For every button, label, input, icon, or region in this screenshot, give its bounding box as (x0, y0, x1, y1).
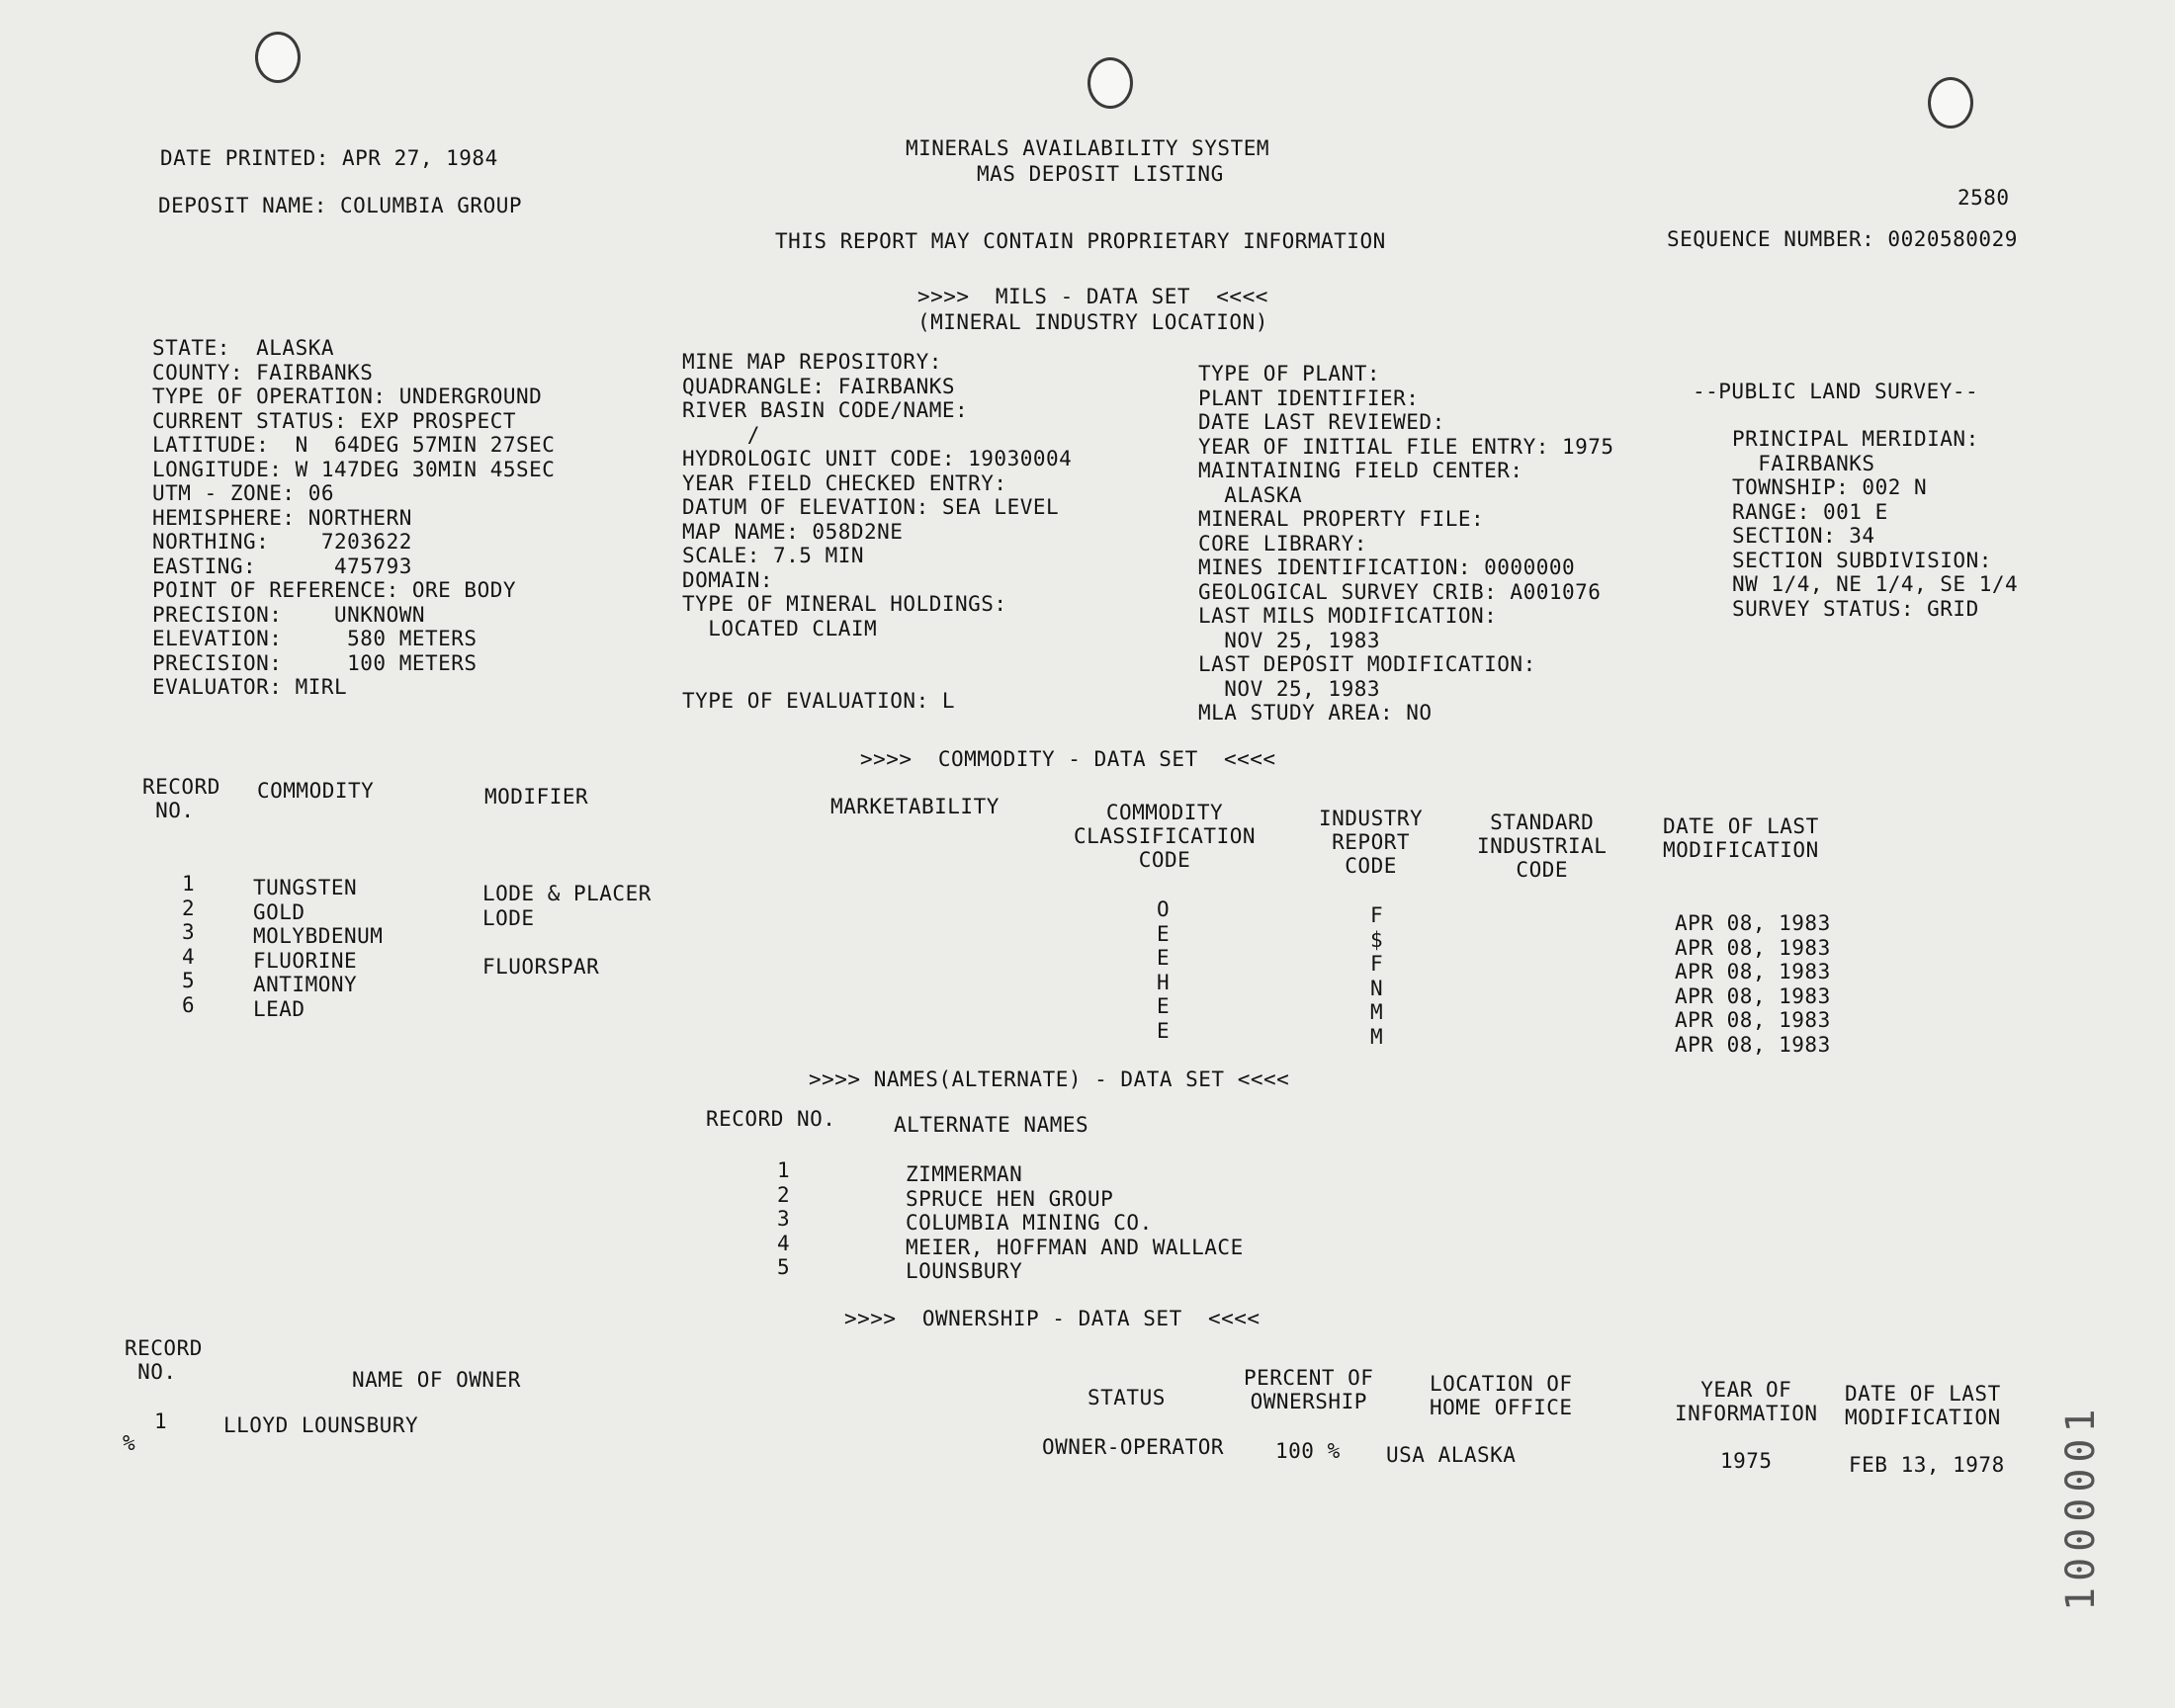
mils-col2-row: HYDROLOGIC UNIT CODE: 19030004 (682, 447, 1073, 470)
owner-date: FEB 13, 1978 (1849, 1453, 2005, 1477)
commodity-names (253, 876, 383, 1021)
mils-col2-row: / (682, 422, 760, 447)
comm-mod-row: LODE & PLACER (482, 882, 652, 905)
page-code: 2580 (1958, 186, 2010, 210)
names-list-row: SPRUCE HEN GROUP (906, 1186, 1114, 1211)
comm-no-row: 5 (182, 969, 196, 992)
comm-mod-row (482, 1003, 652, 1028)
commodity-header-industry: INDUSTRY REPORT CODE (1319, 807, 1424, 878)
names-no-row: 1 (777, 1158, 791, 1182)
proprietary-notice: THIS REPORT MAY CONTAIN PROPRIETARY INFORMATION (775, 229, 1386, 253)
listing-title: MAS DEPOSIT LISTING (977, 162, 1224, 186)
comm-mod-row: FLUORSPAR (482, 954, 600, 979)
mils-col3-row: NOV 25, 1983 (1198, 628, 1381, 652)
punch-hole-center (1088, 57, 1133, 109)
ownership-header-percent: PERCENT OF OWNERSHIP (1244, 1366, 1374, 1413)
mils-col3-row: CORE LIBRARY: (1198, 531, 1367, 555)
public-land-survey-column (1732, 427, 2018, 621)
mils-col2-row: QUADRANGLE: FAIRBANKS (682, 374, 956, 398)
mils-col1-row: LONGITUDE: W 147DEG 30MIN 45SEC (152, 457, 556, 481)
comm-date-row: APR 08, 1983 (1675, 935, 1831, 960)
alternate-names-list (906, 1162, 1244, 1284)
mils-col3-row: TYPE OF PLANT: (1198, 362, 1381, 385)
comm-mod-row (482, 979, 652, 1003)
names-list-row: LOUNSBURY (906, 1259, 1023, 1283)
mils-col4-row: FAIRBANKS (1732, 451, 1875, 475)
mils-col1-row: TYPE OF OPERATION: UNDERGROUND (152, 384, 543, 408)
commodity-header-record: RECORD NO. (142, 775, 220, 822)
mils-col2-row (682, 640, 1072, 665)
mils-col2-row: LOCATED CLAIM (682, 616, 878, 640)
names-no-row: 2 (777, 1182, 791, 1207)
comm-ind-row: M (1370, 1024, 1384, 1049)
comm-mod-row: LODE (482, 905, 535, 930)
mils-col4-row: SURVEY STATUS: GRID (1732, 596, 1979, 621)
mils-col2-row: MINE MAP REPOSITORY: (682, 350, 942, 374)
deposit-name: DEPOSIT NAME: COLUMBIA GROUP (158, 194, 523, 217)
names-no-row: 4 (777, 1231, 791, 1255)
mils-col3-row: LAST MILS MODIFICATION: (1198, 604, 1498, 628)
names-list-row: MEIER, HOFFMAN AND WALLACE (906, 1235, 1244, 1259)
mils-col1-row: ELEVATION: 580 METERS (152, 627, 478, 650)
owner-status: OWNER-OPERATOR (1042, 1435, 1225, 1459)
ownership-header-location: LOCATION OF HOME OFFICE (1430, 1372, 1573, 1419)
comm-no-row: 6 (182, 992, 196, 1017)
commodity-industry-codes (1370, 903, 1383, 1049)
comm-ind-row: F (1370, 952, 1384, 976)
mils-col1-row: CURRENT STATUS: EXP PROSPECT (152, 408, 517, 433)
comm-date-row: APR 08, 1983 (1675, 1008, 1831, 1032)
date-printed: DATE PRINTED: APR 27, 1984 (160, 146, 498, 170)
comm-no-row: 4 (182, 944, 196, 969)
commodity-header-sic: STANDARD INDUSTRIAL CODE (1477, 811, 1608, 882)
comm-name-row: LEAD (253, 996, 305, 1021)
owner-percent: 100 % (1275, 1439, 1341, 1463)
commodity-header-date: DATE OF LAST MODIFICATION (1663, 814, 1819, 862)
comm-class-row: E (1157, 946, 1171, 970)
mils-col3-row: MINES IDENTIFICATION: 0000000 (1198, 555, 1576, 579)
alternate-name-record-numbers (777, 1158, 790, 1280)
commodity-classification-codes (1157, 897, 1170, 1043)
mils-col3-row: DATE LAST REVIEWED: (1198, 410, 1445, 434)
names-no-row: 3 (777, 1207, 791, 1231)
mils-col4-row: SECTION: 34 (1732, 524, 1875, 548)
comm-ind-row: N (1370, 976, 1384, 1000)
commodity-header-classification: COMMODITY CLASSIFICATION CODE (1074, 801, 1257, 872)
comm-mod-row (482, 930, 652, 955)
mils-map-column (682, 350, 1072, 714)
owner-location: USA ALASKA (1386, 1443, 1517, 1467)
mils-col2-row: TYPE OF MINERAL HOLDINGS: (682, 592, 1007, 616)
names-header-record: RECORD NO. (706, 1107, 836, 1131)
commodity-header-commodity: COMMODITY (257, 779, 375, 803)
mils-col1-row: COUNTY: FAIRBANKS (152, 360, 374, 384)
mils-col4-row: TOWNSHIP: 002 N (1732, 475, 1928, 499)
mils-section-subtitle: (MINERAL INDUSTRY LOCATION) (917, 310, 1268, 334)
mils-col3-row: ALASKA (1198, 482, 1303, 507)
mils-col3-row: MINERAL PROPERTY FILE: (1198, 507, 1485, 531)
mils-file-column (1198, 362, 1614, 726)
public-land-survey-title: --PUBLIC LAND SURVEY-- (1693, 380, 1979, 403)
comm-class-row: E (1157, 921, 1171, 946)
mils-col1-row: PRECISION: 100 METERS (152, 650, 478, 675)
comm-name-row: TUNGSTEN (253, 876, 358, 899)
mils-col3-row: PLANT IDENTIFIER: (1198, 385, 1420, 410)
commodity-header-modifier: MODIFIER (484, 785, 589, 809)
mils-col1-row: EVALUATOR: MIRL (152, 675, 348, 699)
mils-col2-row: DATUM OF ELEVATION: SEA LEVEL (682, 495, 1060, 519)
mils-col4-row: NW 1/4, NE 1/4, SE 1/4 (1732, 572, 2019, 596)
ownership-header-record: RECORD NO. (125, 1336, 203, 1384)
comm-ind-row: M (1370, 1000, 1384, 1024)
owner-record-number: 1 (154, 1409, 168, 1433)
commodity-record-numbers (182, 872, 195, 1017)
comm-no-row: 2 (182, 896, 196, 920)
comm-ind-row: $ (1370, 927, 1384, 952)
mils-col3-row: MAINTAINING FIELD CENTER: (1198, 459, 1523, 482)
mils-col2-row: MAP NAME: 058D2NE (682, 519, 904, 544)
mils-col4-row: RANGE: 001 E (1732, 499, 1888, 524)
system-title: MINERALS AVAILABILITY SYSTEM (906, 136, 1270, 160)
comm-name-row: FLUORINE (253, 948, 358, 973)
comm-class-row: E (1157, 994, 1171, 1018)
mils-col3-row: NOV 25, 1983 (1198, 676, 1381, 701)
mils-col3-row: LAST DEPOSIT MODIFICATION: (1198, 652, 1536, 676)
names-no-row: 5 (777, 1255, 791, 1279)
comm-date-row: APR 08, 1983 (1675, 1032, 1831, 1057)
names-header-alternate: ALTERNATE NAMES (894, 1113, 1089, 1137)
comm-date-row: APR 08, 1983 (1675, 911, 1831, 935)
punch-hole-left (255, 32, 301, 83)
names-list-row: ZIMMERMAN (906, 1162, 1023, 1186)
mils-col1-row: STATE: ALASKA (152, 336, 335, 360)
commodity-header-marketability: MARKETABILITY (830, 795, 1000, 818)
mils-col2-row: DOMAIN: (682, 567, 774, 592)
mils-col1-row: PRECISION: UNKNOWN (152, 602, 426, 627)
mils-col3-row: GEOLOGICAL SURVEY CRIB: A001076 (1198, 579, 1602, 604)
mils-col1-row: POINT OF REFERENCE: ORE BODY (152, 578, 517, 602)
mils-location-column (152, 336, 555, 700)
comm-date-row: APR 08, 1983 (1675, 983, 1831, 1008)
commodity-modifiers (482, 882, 652, 1027)
mils-col1-row: NORTHING: 7203622 (152, 530, 412, 554)
mils-section-title: >>>> MILS - DATA SET <<<< (917, 285, 1268, 308)
mils-col3-row: MLA STUDY AREA: NO (1198, 701, 1433, 725)
comm-no-row: 1 (182, 872, 196, 896)
names-section-title: >>>> NAMES(ALTERNATE) - DATA SET <<<< (809, 1068, 1290, 1091)
ownership-header-status: STATUS (1088, 1386, 1166, 1409)
owner-mark: % (123, 1431, 136, 1455)
comm-name-row: ANTIMONY (253, 973, 358, 996)
comm-class-row: E (1157, 1018, 1171, 1043)
ownership-header-year: YEAR OF INFORMATION (1675, 1378, 1818, 1425)
ownership-section-title: >>>> OWNERSHIP - DATA SET <<<< (844, 1307, 1261, 1330)
mils-col1-row: EASTING: 475793 (152, 554, 412, 578)
comm-date-row: APR 08, 1983 (1675, 960, 1831, 983)
mils-col1-row: UTM - ZONE: 06 (152, 481, 335, 505)
comm-name-row: MOLYBDENUM (253, 924, 384, 948)
mils-col2-row: YEAR FIELD CHECKED ENTRY: (682, 470, 1007, 495)
mils-col1-row: LATITUDE: N 64DEG 57MIN 27SEC (152, 433, 556, 457)
punch-hole-right (1928, 77, 1973, 128)
sequence-number: SEQUENCE NUMBER: 0020580029 (1667, 227, 2018, 251)
comm-class-row: H (1157, 970, 1171, 994)
mils-col2-row (682, 665, 1072, 690)
ownership-header-date: DATE OF LAST MODIFICATION (1845, 1382, 2001, 1429)
mils-col2-row: RIVER BASIN CODE/NAME: (682, 398, 969, 422)
mils-col4-row: PRINCIPAL MERIDIAN: (1732, 427, 1979, 451)
comm-class-row: O (1157, 897, 1171, 921)
names-list-row: COLUMBIA MINING CO. (906, 1211, 1153, 1235)
comm-name-row: GOLD (253, 899, 305, 924)
comm-no-row: 3 (182, 920, 196, 944)
mils-col2-row: TYPE OF EVALUATION: L (682, 689, 956, 713)
mils-col4-row: SECTION SUBDIVISION: (1732, 548, 1992, 572)
mils-col3-row: YEAR OF INITIAL FILE ENTRY: 1975 (1198, 434, 1614, 459)
margin-stamp-number: 1000001 (2058, 1403, 2104, 1611)
owner-name: LLOYD LOUNSBURY (223, 1413, 419, 1437)
comm-ind-row: F (1370, 903, 1384, 927)
mils-col2-row: SCALE: 7.5 MIN (682, 544, 865, 567)
owner-year: 1975 (1720, 1449, 1773, 1473)
commodity-section-title: >>>> COMMODITY - DATA SET <<<< (860, 747, 1276, 771)
ownership-header-name: NAME OF OWNER (352, 1368, 521, 1392)
mils-col1-row: HEMISPHERE: NORTHERN (152, 505, 412, 530)
commodity-modification-dates (1675, 911, 1831, 1057)
